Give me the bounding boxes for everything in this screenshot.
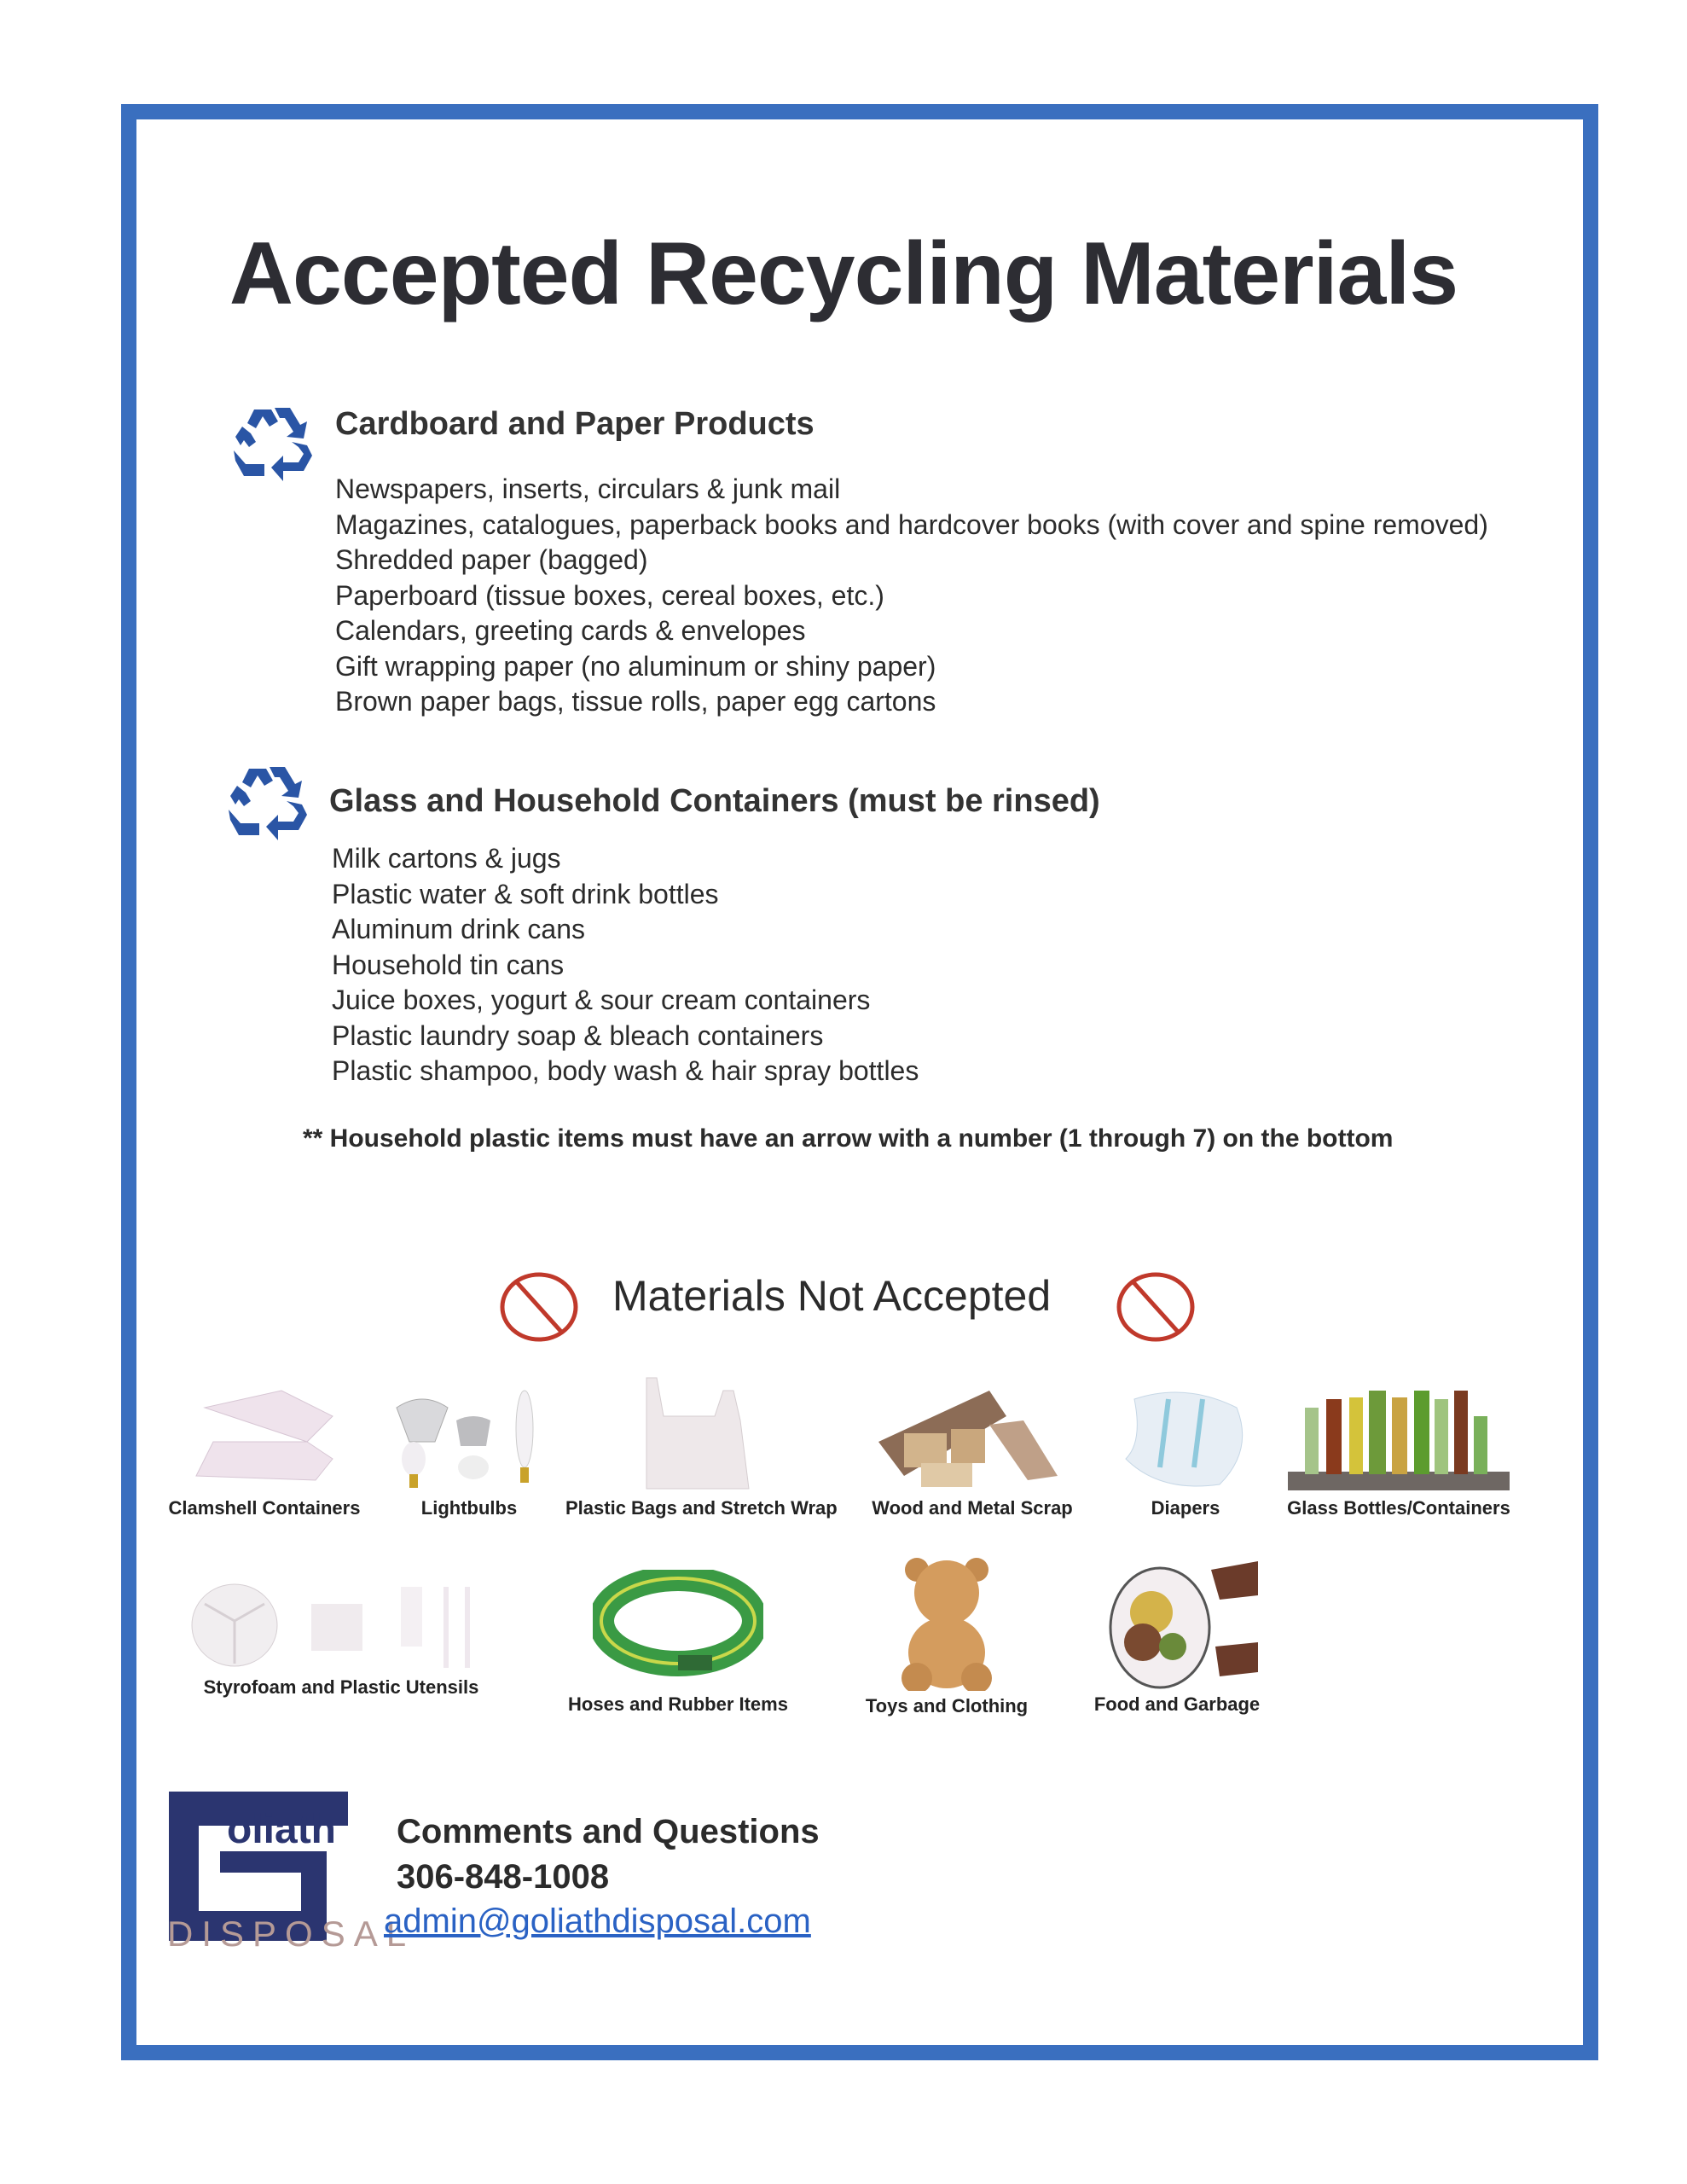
svg-text:oliath: oliath — [227, 1807, 336, 1852]
list-item: Gift wrapping paper (no aluminum or shiny paper) — [335, 650, 936, 682]
recycle-icon — [230, 403, 316, 488]
item-label: Toys and Clothing — [865, 1695, 1029, 1716]
not-accepted-item — [567, 1570, 789, 1716]
clamshell-container-image — [179, 1382, 350, 1493]
not-accepted-item — [565, 1369, 838, 1519]
container-items-list — [332, 841, 919, 1089]
not-accepted-item — [388, 1382, 550, 1519]
garden-hose-image — [593, 1570, 763, 1681]
wood-scrap-image — [870, 1382, 1075, 1493]
recycle-icon — [225, 762, 310, 847]
teddy-bear-image — [883, 1554, 1011, 1691]
no-symbol-icon — [499, 1271, 579, 1343]
section-heading-paper: Cardboard and Paper Products — [335, 406, 815, 442]
diaper-image — [1109, 1382, 1262, 1493]
not-accepted-item — [857, 1382, 1087, 1519]
list-item: Plastic shampoo, body wash & hair spray bottles — [332, 1055, 919, 1086]
list-item: Household tin cans — [332, 949, 565, 980]
item-label: Lightbulbs — [420, 1497, 518, 1519]
not-accepted-item — [857, 1554, 1036, 1717]
list-item: Paperboard (tissue boxes, cereal boxes, etc.) — [335, 579, 884, 611]
list-item: Aluminum drink cans — [332, 914, 585, 944]
list-item: Brown paper bags, tissue rolls, paper egg cartons — [335, 686, 936, 717]
item-label: Styrofoam and Plastic Utensils — [203, 1676, 479, 1698]
item-label: Wood and Metal Scrap — [872, 1497, 1073, 1519]
contact-email-link[interactable]: admin@goliathdisposal.com — [384, 1902, 811, 1940]
not-accepted-item — [1083, 1561, 1271, 1716]
contact-heading: Comments and Questions — [397, 1813, 820, 1850]
item-label: Diapers — [1151, 1497, 1220, 1519]
contact-phone: 306-848-1008 — [397, 1858, 610, 1896]
list-item: Shredded paper (bagged) — [335, 544, 648, 575]
logo-subtitle: DISPOSAL — [167, 1914, 415, 1954]
no-symbol-icon — [1116, 1271, 1196, 1343]
item-label: Food and Garbage — [1093, 1693, 1261, 1715]
plastic-bag-image — [629, 1369, 766, 1493]
list-item: Calendars, greeting cards & envelopes — [335, 615, 806, 646]
item-label: Clamshell Containers — [168, 1497, 361, 1519]
list-item: Milk cartons & jugs — [332, 843, 561, 874]
not-accepted-item — [183, 1578, 499, 1699]
list-item: Plastic water & soft drink bottles — [332, 878, 719, 909]
food-plate-image — [1092, 1561, 1262, 1689]
lightbulbs-image — [388, 1382, 550, 1493]
item-label: Glass Bottles/Containers — [1287, 1497, 1510, 1519]
not-accepted-heading: Materials Not Accepted — [612, 1272, 1052, 1320]
list-item: Plastic laundry soap & bleach containers — [332, 1019, 824, 1051]
styrofoam-utensils-image — [188, 1578, 495, 1672]
section-heading-containers: Glass and Household Containers (must be rinsed) — [329, 783, 1100, 819]
not-accepted-item — [1284, 1374, 1514, 1519]
item-label: Plastic Bags and Stretch Wrap — [565, 1497, 838, 1519]
item-label: Hoses and Rubber Items — [568, 1693, 788, 1715]
not-accepted-item — [166, 1382, 362, 1519]
plastic-note: ** Household plastic items must have an arrow with a number (1 through 7) on the bottom — [303, 1124, 1394, 1153]
paper-items-list — [335, 472, 1488, 720]
glass-bottles-image — [1288, 1374, 1510, 1493]
list-item: Newspapers, inserts, circulars & junk mail — [335, 473, 841, 504]
list-item: Juice boxes, yogurt & sour cream containers — [332, 985, 871, 1015]
not-accepted-item — [1100, 1382, 1271, 1519]
page-title: Accepted Recycling Materials — [229, 224, 1458, 323]
list-item: Magazines, catalogues, paperback books and hardcover books (with cover and spine removed) — [335, 508, 1488, 540]
